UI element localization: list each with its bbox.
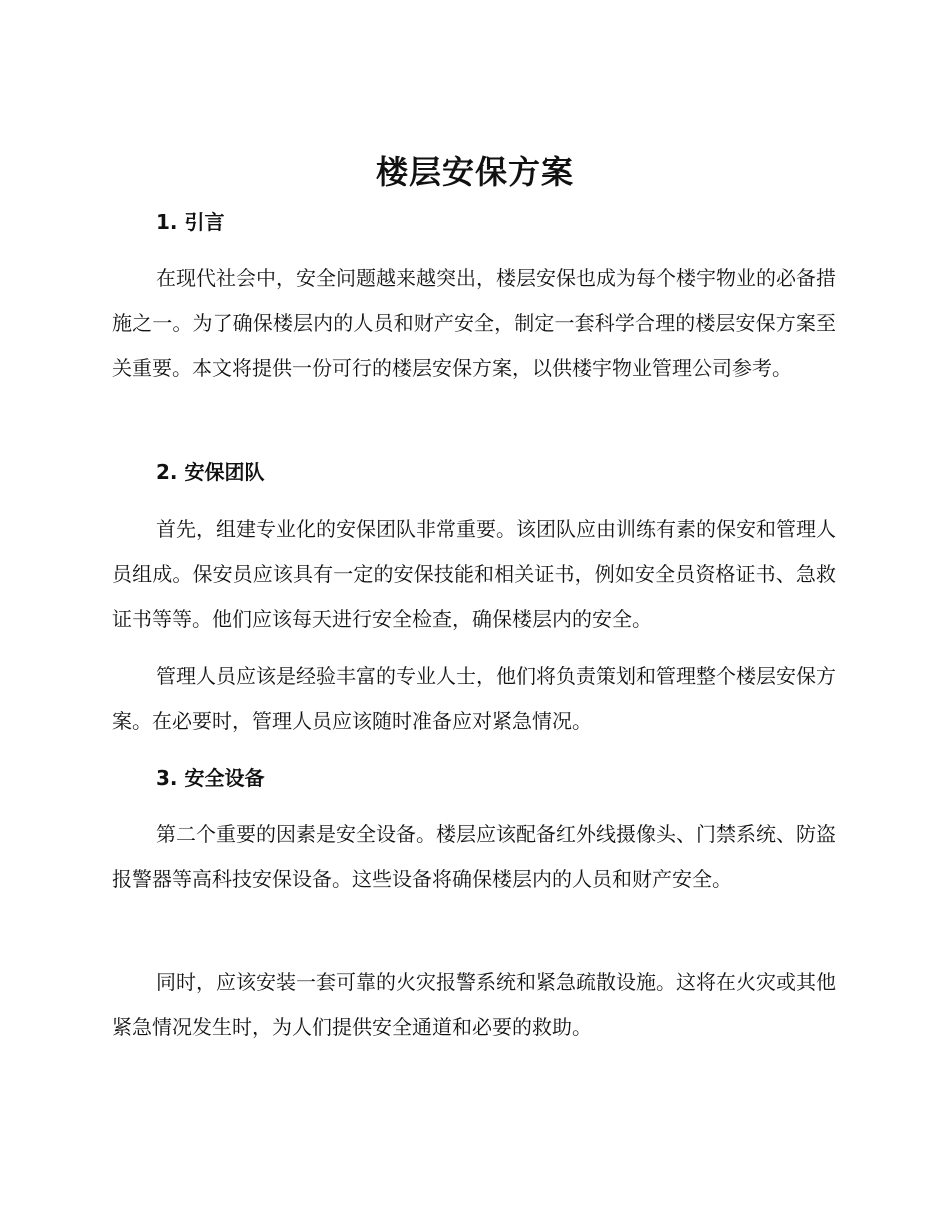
section-heading-security-equipment: 3. 安全设备 [156, 766, 265, 790]
section-heading-introduction: 1. 引言 [156, 210, 225, 234]
paragraph-security-equipment-1: 第二个重要的因素是安全设备。楼层应该配备红外线摄像头、门禁系统、防盗报警器等高科技安保设备。这些设备将确保楼层内的人员和财产安全。 [112, 822, 836, 891]
paragraph-security-team-1: 首先，组建专业化的安保团队非常重要。该团队应由训练有素的保安和管理人员组成。保安员应该具有一定的安保技能和相关证书，例如安全员资格证书、急救证书等等。他们应该每天进行安全检查，确保楼层内的安全。 [112, 517, 836, 631]
paragraph-security-team-2: 管理人员应该是经验丰富的专业人士，他们将负责策划和管理整个楼层安保方案。在必要时，管理人员应该随时准备应对紧急情况。 [112, 664, 836, 733]
section-heading-security-team: 2. 安保团队 [156, 460, 265, 484]
paragraph-security-equipment-2: 同时，应该安装一套可靠的火灾报警系统和紧急疏散设施。这将在火灾或其他紧急情况发生时，为人们提供安全通道和必要的救助。 [112, 970, 836, 1039]
document-title: 楼层安保方案 [375, 153, 574, 191]
paragraph-introduction: 在现代社会中，安全问题越来越突出，楼层安保也成为每个楼宇物业的必备措施之一。为了确保楼层内的人员和财产安全，制定一套科学合理的楼层安保方案至关重要。本文将提供一份可行的楼层安保方案，以供楼宇物业管理公司参考。 [112, 266, 836, 380]
